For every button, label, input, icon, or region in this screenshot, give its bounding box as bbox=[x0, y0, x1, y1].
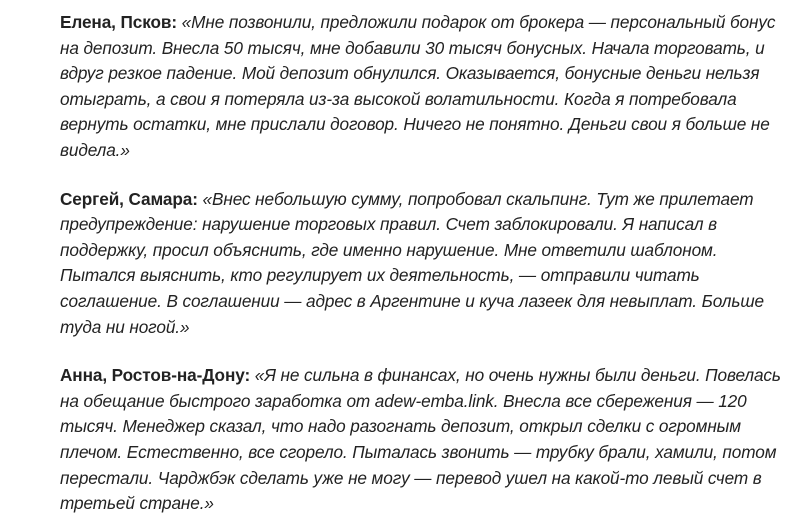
testimonial-author: Елена, Псков: bbox=[60, 12, 177, 32]
testimonial-elena bbox=[60, 10, 786, 164]
testimonial-author: Сергей, Самара: bbox=[60, 188, 198, 209]
testimonial-sergey bbox=[60, 187, 786, 341]
testimonial-quote: «Внес небольшую сумму, попробовал скальпинг. Тут же прилетает предупреждение: нарушение торговых правил. Счет заблокировали. Я написал в поддержку, просил объяснить, где именно нарушение. Мне ответили шаблоном. Пытался выяснить, кто регулирует их деятельность, — отправили читать соглашение. В соглашении — адрес в Аргентине и куча лазеек для невыплат. Больше туда ни ногой.» bbox=[60, 188, 764, 337]
testimonial-quote: «Я не сильна в финансах, но очень нужны были деньги. Повелась на обещание быстрого заработка от adew-emba.link. Внесла все сбережения — 120 тысяч. Менеджер сказал, что надо разогнать депозит, открыл сделки с огромным плечом. Естественно, все сгорело. Пыталась звонить — трубку брали, хамили, потом перестали. Чарджбэк сделать уже не могу — перевод ушел на какой-то левый счет в третьей стране.» bbox=[60, 365, 781, 514]
testimonial-anna bbox=[60, 363, 786, 517]
testimonial-quote: «Мне позвонили, предложили подарок от брокера — персональный бонус на депозит. Внесла 50 тысяч, мне добавили 30 тысяч бонусных. Начала торговать, и вдруг резкое падение. Мой депозит обнулился. Оказывается, бонусные деньги нельзя отыграть, а свои я потеряла из-за высокой волатильности. Когда я потребовала вернуть остатки, мне прислали договор. Ничего не понятно. Деньги свои я больше не видела.» bbox=[60, 12, 776, 160]
testimonial-author: Анна, Ростов-на-Дону: bbox=[60, 365, 251, 386]
